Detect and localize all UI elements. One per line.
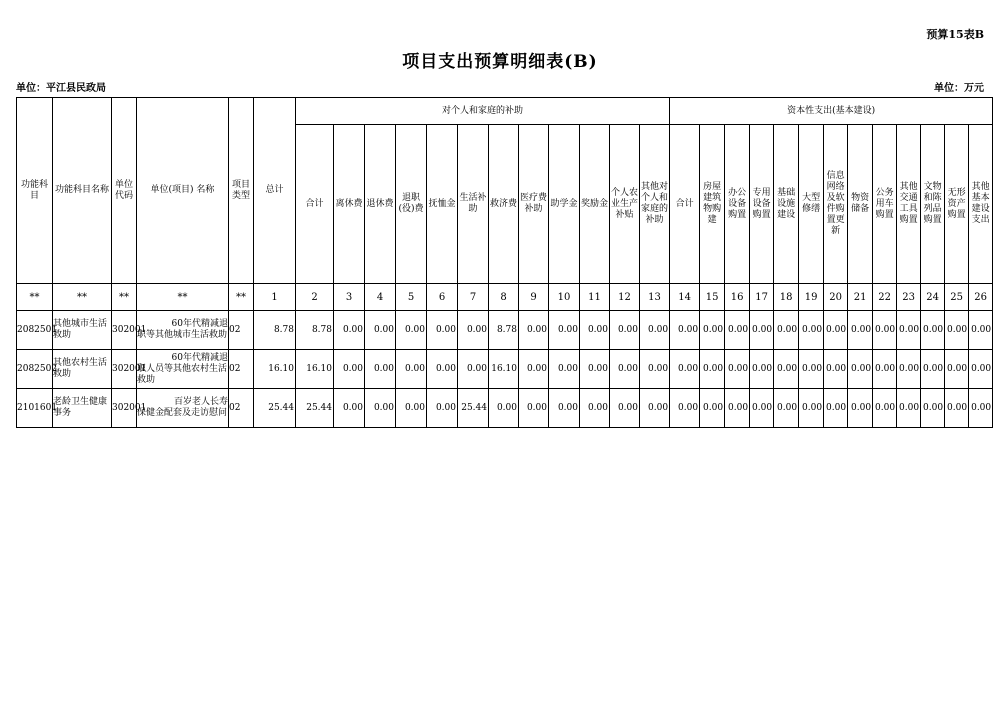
capital-amount-cell: 0.00 [799, 311, 824, 350]
budget-table [16, 97, 993, 428]
column-number: ** [137, 284, 229, 311]
header-personal-col: 个人农业生产补贴 [610, 125, 640, 284]
column-number: 20 [824, 284, 848, 311]
table-row [17, 311, 993, 350]
capital-amount-cell: 0.00 [848, 350, 873, 389]
capital-amount-cell: 0.00 [945, 350, 969, 389]
project-name-cell [137, 311, 229, 350]
capital-amount-cell: 0.00 [873, 389, 897, 428]
func-name-cell: 老龄卫生健康事务 [53, 389, 112, 428]
personal-amount-cell: 0.00 [610, 350, 640, 389]
project-type-cell: 02 [229, 350, 254, 389]
project-name-line-2: 职等其他城市生活救助 [137, 330, 228, 340]
header-project-name: 单位(项目) 名称 [137, 98, 229, 284]
capital-amount-cell: 0.00 [750, 389, 774, 428]
personal-amount-cell: 0.00 [334, 311, 365, 350]
personal-amount-cell: 0.00 [580, 311, 610, 350]
capital-amount-cell: 0.00 [670, 311, 700, 350]
column-number: 6 [427, 284, 458, 311]
capital-amount-cell: 0.00 [897, 350, 921, 389]
project-name-cell [137, 350, 229, 389]
header-capital-col: 办公设备购置 [725, 125, 750, 284]
personal-amount-cell: 0.00 [427, 311, 458, 350]
personal-amount-cell: 0.00 [458, 350, 489, 389]
column-number: 5 [396, 284, 427, 311]
project-type-cell: 02 [229, 311, 254, 350]
column-number: 1 [254, 284, 296, 311]
table-header [17, 98, 993, 311]
capital-amount-cell: 0.00 [750, 311, 774, 350]
header-func-code: 功能科目 [17, 98, 53, 284]
reporting-unit: 单位：平江县民政局 [16, 83, 106, 94]
capital-amount-cell: 0.00 [945, 311, 969, 350]
project-name-line-1: 百岁老人长寿 [173, 397, 228, 407]
header-capital-col: 无形资产购置 [945, 125, 969, 284]
unit-code-cell: 302001 [112, 389, 137, 428]
func-code-cell: 2082501 [17, 311, 53, 350]
project-name-line-2: 职人员等其他农村生活救助 [137, 363, 228, 385]
column-number: 13 [640, 284, 670, 311]
column-number: 19 [799, 284, 824, 311]
column-number: 22 [873, 284, 897, 311]
header-personal-col: 奖励金 [580, 125, 610, 284]
column-number: 23 [897, 284, 921, 311]
column-number: 17 [750, 284, 774, 311]
capital-amount-cell: 0.00 [799, 389, 824, 428]
personal-amount-cell: 16.10 [296, 350, 334, 389]
personal-amount-cell: 0.00 [365, 311, 396, 350]
personal-amount-cell: 0.00 [365, 350, 396, 389]
header-unit-code: 单位代码 [112, 98, 137, 284]
column-number: 12 [610, 284, 640, 311]
header-personal-col: 合计 [296, 125, 334, 284]
table-body [17, 311, 993, 428]
capital-amount-cell: 0.00 [824, 389, 848, 428]
capital-amount-cell: 0.00 [700, 311, 725, 350]
personal-amount-cell: 0.00 [396, 311, 427, 350]
capital-amount-cell: 0.00 [670, 389, 700, 428]
personal-amount-cell: 0.00 [489, 389, 519, 428]
personal-amount-cell: 0.00 [640, 389, 670, 428]
capital-amount-cell: 0.00 [848, 311, 873, 350]
column-number: ** [17, 284, 53, 311]
column-number: 24 [921, 284, 945, 311]
column-number: 8 [489, 284, 519, 311]
capital-amount-cell: 0.00 [725, 389, 750, 428]
total-cell: 25.44 [254, 389, 296, 428]
header-capital-col: 文物和陈列品购置 [921, 125, 945, 284]
column-number: 18 [774, 284, 799, 311]
header-group-personal: 对个人和家庭的补助 [296, 98, 670, 125]
personal-amount-cell: 8.78 [489, 311, 519, 350]
func-name-cell: 其他城市生活救助 [53, 311, 112, 350]
capital-amount-cell: 0.00 [945, 389, 969, 428]
personal-amount-cell: 0.00 [458, 311, 489, 350]
table-code: 预算15表B [926, 28, 984, 41]
personal-amount-cell: 25.44 [296, 389, 334, 428]
column-number: 4 [365, 284, 396, 311]
header-personal-col: 助学金 [549, 125, 580, 284]
column-number: 2 [296, 284, 334, 311]
func-name-cell: 其他农村生活救助 [53, 350, 112, 389]
header-capital-col: 物资储备 [848, 125, 873, 284]
capital-amount-cell: 0.00 [873, 311, 897, 350]
personal-amount-cell: 0.00 [519, 311, 549, 350]
project-name-line-1: 60年代精减退 [171, 319, 228, 329]
header-personal-col: 抚恤金 [427, 125, 458, 284]
unit-code-cell: 302001 [112, 311, 137, 350]
personal-amount-cell: 0.00 [549, 311, 580, 350]
header-personal-col: 救济费 [489, 125, 519, 284]
capital-amount-cell: 0.00 [969, 389, 993, 428]
header-personal-col: 退职(役)费 [396, 125, 427, 284]
personal-amount-cell: 0.00 [334, 389, 365, 428]
personal-amount-cell: 0.00 [580, 350, 610, 389]
header-personal-col: 退休费 [365, 125, 396, 284]
page-title: 项目支出预算明细表(B) [402, 52, 598, 72]
header-capital-col: 合计 [670, 125, 700, 284]
func-code-cell: 2101601 [17, 389, 53, 428]
column-number: 14 [670, 284, 700, 311]
capital-amount-cell: 0.00 [824, 311, 848, 350]
personal-amount-cell: 0.00 [396, 389, 427, 428]
capital-amount-cell: 0.00 [969, 311, 993, 350]
capital-amount-cell: 0.00 [921, 389, 945, 428]
header-capital-col: 房屋建筑物购建 [700, 125, 725, 284]
table-row [17, 389, 993, 428]
personal-amount-cell: 0.00 [519, 350, 549, 389]
capital-amount-cell: 0.00 [725, 311, 750, 350]
column-number: ** [229, 284, 254, 311]
personal-amount-cell: 0.00 [640, 350, 670, 389]
column-number: 16 [725, 284, 750, 311]
capital-amount-cell: 0.00 [774, 389, 799, 428]
personal-amount-cell: 0.00 [549, 350, 580, 389]
personal-amount-cell: 0.00 [365, 389, 396, 428]
capital-amount-cell: 0.00 [897, 389, 921, 428]
project-type-cell: 02 [229, 389, 254, 428]
header-total: 总计 [254, 98, 296, 284]
header-capital-col: 专用设备购置 [750, 125, 774, 284]
capital-amount-cell: 0.00 [897, 311, 921, 350]
total-cell: 8.78 [254, 311, 296, 350]
column-number: 10 [549, 284, 580, 311]
column-number: 9 [519, 284, 549, 311]
column-number: 21 [848, 284, 873, 311]
header-func-name: 功能科目名称 [53, 98, 112, 284]
personal-amount-cell: 0.00 [427, 350, 458, 389]
project-name-line-1: 60年代精减退 [171, 352, 228, 363]
currency-unit: 单位：万元 [934, 83, 984, 94]
column-number: 15 [700, 284, 725, 311]
personal-amount-cell: 0.00 [580, 389, 610, 428]
project-name-line-2: 保健金配套及走访慰问 [137, 408, 228, 418]
header-capital-col: 公务用车购置 [873, 125, 897, 284]
project-name-cell [137, 389, 229, 428]
column-number: 7 [458, 284, 489, 311]
capital-amount-cell: 0.00 [750, 350, 774, 389]
personal-amount-cell: 0.00 [640, 311, 670, 350]
capital-amount-cell: 0.00 [824, 350, 848, 389]
column-number: 11 [580, 284, 610, 311]
capital-amount-cell: 0.00 [921, 350, 945, 389]
capital-amount-cell: 0.00 [873, 350, 897, 389]
header-capital-col: 基础设施建设 [774, 125, 799, 284]
total-cell: 16.10 [254, 350, 296, 389]
header-personal-col: 离休费 [334, 125, 365, 284]
personal-amount-cell: 25.44 [458, 389, 489, 428]
column-number: 25 [945, 284, 969, 311]
func-code-cell: 2082502 [17, 350, 53, 389]
personal-amount-cell: 8.78 [296, 311, 334, 350]
personal-amount-cell: 0.00 [519, 389, 549, 428]
personal-amount-cell: 0.00 [610, 311, 640, 350]
personal-amount-cell: 0.00 [396, 350, 427, 389]
capital-amount-cell: 0.00 [700, 389, 725, 428]
capital-amount-cell: 0.00 [774, 350, 799, 389]
capital-amount-cell: 0.00 [670, 350, 700, 389]
column-number: 3 [334, 284, 365, 311]
personal-amount-cell: 0.00 [549, 389, 580, 428]
header-capital-col: 大型修缮 [799, 125, 824, 284]
table-row [17, 350, 993, 389]
personal-amount-cell: 0.00 [334, 350, 365, 389]
capital-amount-cell: 0.00 [725, 350, 750, 389]
capital-amount-cell: 0.00 [921, 311, 945, 350]
header-capital-col: 信息网络及软件购置更新 [824, 125, 848, 284]
personal-amount-cell: 0.00 [427, 389, 458, 428]
header-personal-col: 其他对个人和家庭的补助 [640, 125, 670, 284]
column-number: ** [112, 284, 137, 311]
capital-amount-cell: 0.00 [848, 389, 873, 428]
capital-amount-cell: 0.00 [774, 311, 799, 350]
capital-amount-cell: 0.00 [969, 350, 993, 389]
personal-amount-cell: 16.10 [489, 350, 519, 389]
header-capital-col: 其他交通工具购置 [897, 125, 921, 284]
header-personal-col: 医疗费补助 [519, 125, 549, 284]
capital-amount-cell: 0.00 [700, 350, 725, 389]
header-project-type: 项目类型 [229, 98, 254, 284]
column-number: ** [53, 284, 112, 311]
header-group-capital: 资本性支出(基本建设) [670, 98, 993, 125]
capital-amount-cell: 0.00 [799, 350, 824, 389]
personal-amount-cell: 0.00 [610, 389, 640, 428]
unit-code-cell: 302001 [112, 350, 137, 389]
header-personal-col: 生活补助 [458, 125, 489, 284]
header-capital-col: 其他基本建设支出 [969, 125, 993, 284]
column-number: 26 [969, 284, 993, 311]
